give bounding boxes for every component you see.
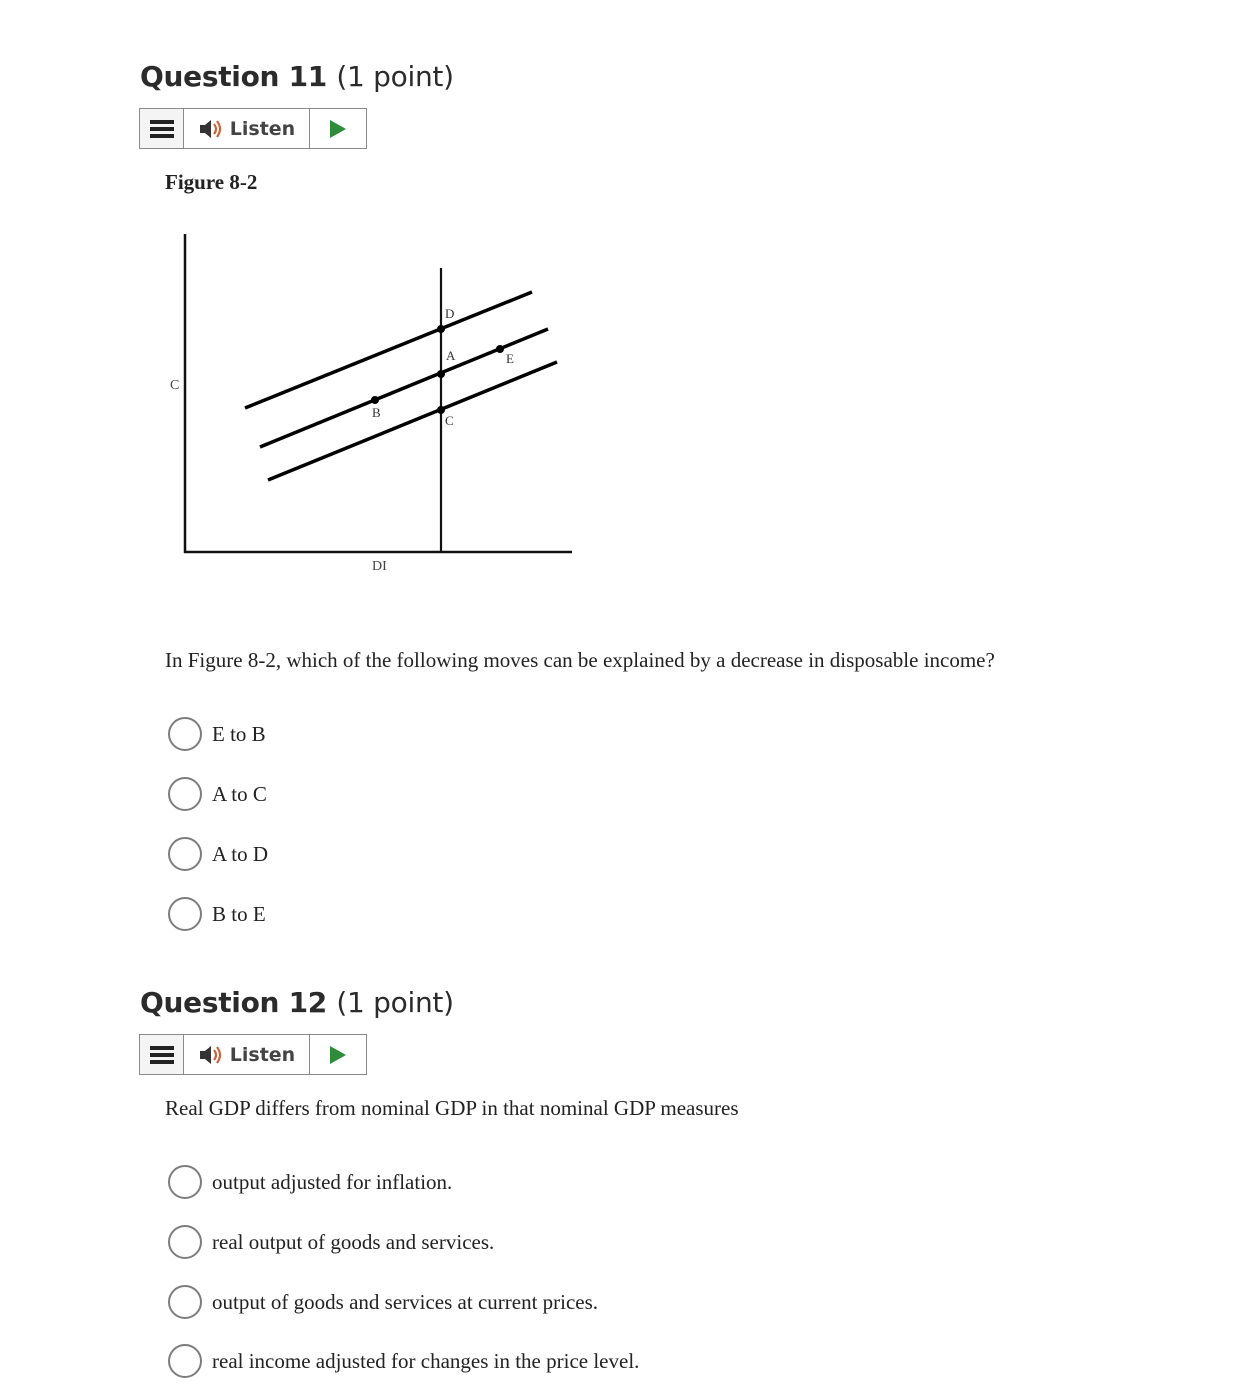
radio-button[interactable]	[168, 1225, 202, 1259]
question-number: Question 11	[140, 60, 327, 93]
label-e: E	[506, 351, 514, 366]
hamburger-icon	[150, 119, 174, 139]
radio-button[interactable]	[168, 717, 202, 751]
option-label: B to E	[212, 901, 266, 926]
option-label: A to C	[212, 781, 267, 806]
label-a: A	[446, 348, 456, 363]
label-d: D	[445, 306, 455, 321]
series-line-middle	[260, 329, 548, 447]
listen-toolbar-q11	[139, 108, 367, 149]
answer-option[interactable]	[168, 717, 266, 751]
radio-button[interactable]	[168, 837, 202, 871]
answer-option[interactable]	[168, 777, 267, 811]
listen-toolbar-q12	[139, 1034, 367, 1075]
question-number: Question 12	[140, 986, 327, 1019]
answer-option[interactable]	[168, 1165, 452, 1199]
speaker-icon	[198, 1044, 224, 1066]
question-prompt: Real GDP differs from nominal GDP in that nominal GDP measures	[165, 1096, 739, 1120]
play-button[interactable]	[310, 109, 366, 148]
question-points: (1 point)	[336, 986, 454, 1019]
menu-button[interactable]	[140, 109, 184, 148]
play-button[interactable]	[310, 1035, 366, 1074]
y-axis-label: C	[170, 378, 180, 393]
question-prompt: In Figure 8-2, which of the following moves can be explained by a decrease in disposable income?	[165, 648, 995, 672]
play-icon	[329, 1045, 347, 1065]
radio-button[interactable]	[168, 1344, 202, 1378]
x-axis-label: DI	[372, 559, 387, 574]
question-12-title	[140, 986, 454, 1019]
radio-button[interactable]	[168, 1165, 202, 1199]
answer-option[interactable]	[168, 897, 266, 931]
question-points: (1 point)	[336, 60, 454, 93]
listen-button[interactable]	[184, 1035, 310, 1074]
radio-button[interactable]	[168, 897, 202, 931]
menu-button[interactable]	[140, 1035, 184, 1074]
point-d	[437, 325, 445, 333]
option-label: A to D	[212, 841, 269, 866]
option-label: E to B	[212, 721, 266, 746]
speaker-icon	[198, 118, 224, 140]
listen-button[interactable]	[184, 109, 310, 148]
listen-label: Listen	[229, 1043, 296, 1066]
radio-button[interactable]	[168, 1285, 202, 1319]
consumption-chart	[160, 225, 580, 585]
hamburger-icon	[150, 1045, 174, 1065]
radio-button[interactable]	[168, 777, 202, 811]
option-label: output of goods and services at current prices.	[212, 1289, 599, 1314]
answer-option[interactable]	[168, 1225, 494, 1259]
label-c: C	[445, 413, 454, 428]
label-b: B	[372, 405, 381, 420]
point-e	[496, 345, 504, 353]
answer-option[interactable]	[168, 1285, 598, 1319]
option-label: real output of goods and services.	[212, 1229, 495, 1254]
point-c	[437, 406, 445, 414]
point-a	[437, 370, 445, 378]
listen-label: Listen	[229, 117, 296, 140]
answer-option[interactable]	[168, 837, 268, 871]
play-icon	[329, 119, 347, 139]
question-11-title	[140, 60, 454, 93]
option-label: real income adjusted for changes in the price level.	[212, 1348, 640, 1373]
point-b	[371, 396, 379, 404]
option-label: output adjusted for inflation.	[212, 1169, 453, 1194]
answer-option[interactable]	[168, 1344, 639, 1378]
figure-title: Figure 8-2	[165, 170, 258, 194]
